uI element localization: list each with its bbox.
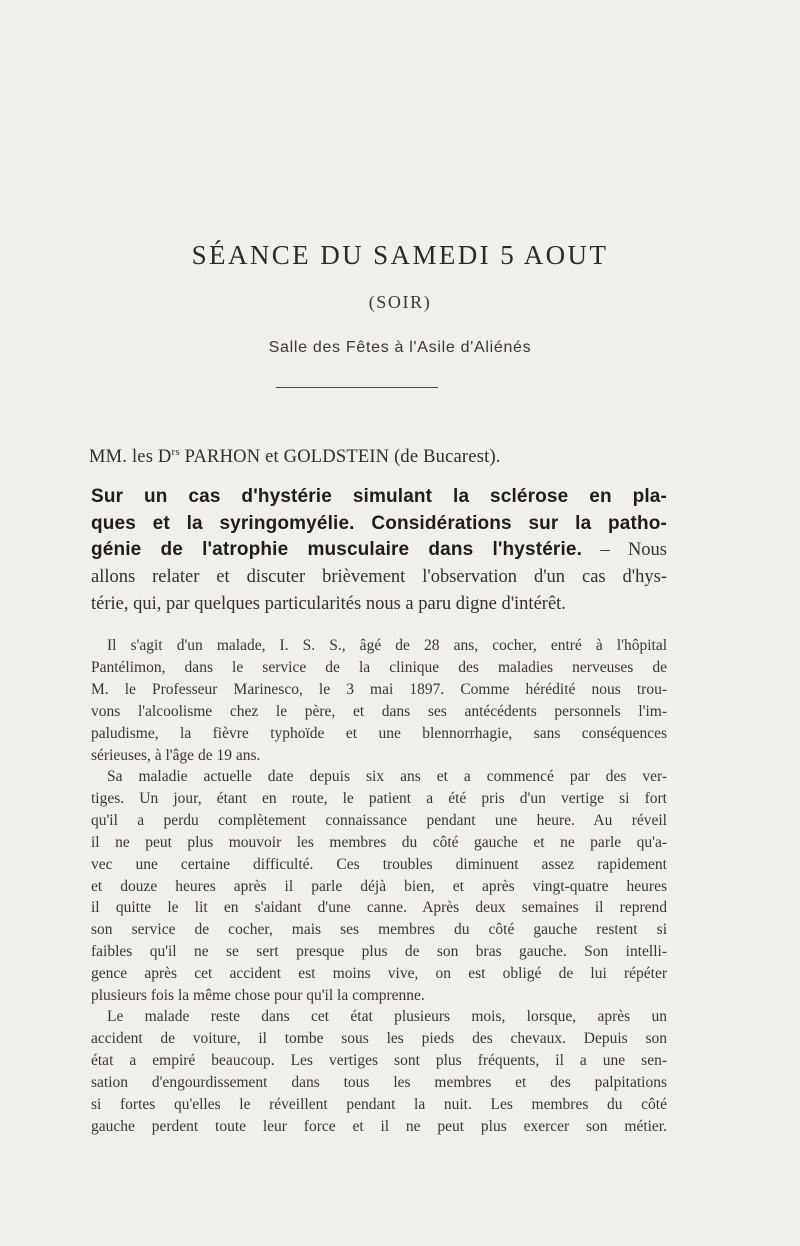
body-paragraph <box>91 766 667 1007</box>
intro-line: allons relater et discuter brièvement l'observation d'un cas d'hys- <box>91 567 667 588</box>
intro-text: – Nous <box>582 540 667 561</box>
text-line: plusieurs fois la même chose pour qu'il la comprenne. <box>91 987 425 1005</box>
text-line: qu'il a perdu complètement connaissance pendant une heure. Au réveil <box>91 811 667 829</box>
body-paragraph <box>91 635 667 766</box>
session-title: SÉANCE DU SAMEDI 5 AOUT <box>191 240 609 270</box>
text-line: Pantélimon, dans le service de la clinique des maladies nerveuses de <box>91 658 667 676</box>
text-line: si fortes qu'elles le réveillent pendant la nuit. Les membres du côté <box>91 1095 667 1113</box>
paper-title-part: Sur un cas d'hystérie simulant la sclérose en pla- <box>91 486 667 507</box>
text-line: paludisme, la fièvre typhoïde et une blennorrhagie, sans conséquences <box>91 724 667 742</box>
byline-authors: PARHON et GOLDSTEIN (de Bucarest). <box>179 447 501 467</box>
text-line: son service de cocher, mais ses membres du côté gauche restent si <box>91 921 667 939</box>
text-line: état a empiré beaucoup. Les vertiges sont plus fréquents, il a une sen- <box>91 1051 667 1069</box>
text-line: Sa maladie actuelle date depuis six ans et a commencé par des ver- <box>107 768 667 785</box>
text-line: vons l'alcoolisme chez le père, et dans ses antécédents personnels l'im- <box>91 702 667 720</box>
text-line: il ne peut plus mouvoir les membres du côté gauche et ne parle qu'a- <box>91 833 667 851</box>
intro-line: térie, qui, par quelques particularités nous a paru digne d'intérêt. <box>91 593 566 614</box>
paper-introduction <box>91 484 667 618</box>
byline-prefix: MM. les D <box>89 447 172 467</box>
venue-line: Salle des Fêtes à l'Asile d'Aliénés <box>268 339 532 356</box>
intro-line <box>91 537 667 564</box>
paper-title-part: ques et la syringomyélie. Considérations sur la patho- <box>91 512 667 534</box>
intro-line <box>91 484 667 511</box>
paper-title-part: génie de l'atrophie musculaire dans l'hystérie. <box>91 539 583 561</box>
text-line: gence après cet accident est moins vive, on est obligé de lui répéter <box>91 965 667 983</box>
text-line: faibles qu'il ne se sert presque plus de son bras gauche. Son intelli- <box>91 943 667 961</box>
body-paragraph <box>91 1006 667 1137</box>
section-divider <box>276 387 438 388</box>
text-line: sation d'engourdissement dans tous les membres et des palpitations <box>91 1073 667 1091</box>
text-line: vec une certaine difficulté. Ces troubles diminuent assez rapidement <box>91 855 667 873</box>
text-line: et douze heures après il parle déjà bien, et après vingt-quatre heures <box>91 877 667 895</box>
text-line: Il s'agit d'un malade, I. S. S., âgé de 28 ans, cocher, entré à l'hôpital <box>107 637 667 654</box>
author-byline <box>89 446 501 468</box>
text-line: il quitte le lit en s'aidant d'une canne. Après deux semaines il reprend <box>91 899 667 917</box>
text-line: sérieuses, à l'âge de 19 ans. <box>91 746 261 764</box>
text-line: accident de voiture, il tombe sous les pieds des chevaux. Depuis son <box>91 1029 667 1047</box>
text-line: tiges. Un jour, étant en route, le patient a été pris d'un vertige si fort <box>91 789 667 807</box>
intro-line <box>91 511 667 538</box>
session-subtitle: (SOIR) <box>368 292 432 312</box>
text-line: Le malade reste dans cet état plusieurs mois, lorsque, après un <box>107 1008 667 1025</box>
byline-superscript: rs <box>171 446 180 458</box>
text-line: gauche perdent toute leur force et il ne peut plus exercer son métier. <box>91 1117 667 1135</box>
text-line: M. le Professeur Marinesco, le 3 mai 1897. Comme hérédité nous trou- <box>91 680 667 698</box>
